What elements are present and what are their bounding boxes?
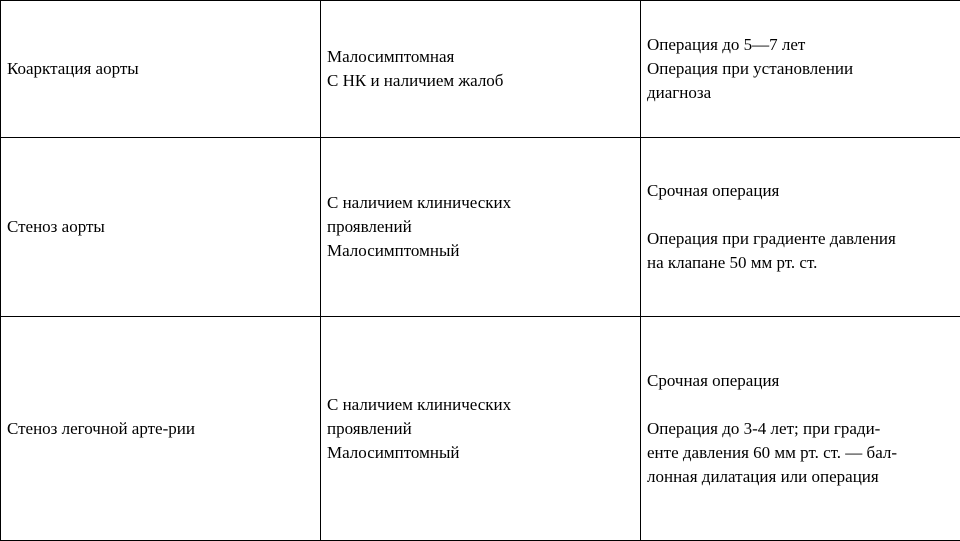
- table-row: [1, 138, 960, 317]
- treatment-line: Срочная операция: [647, 369, 955, 393]
- presentation-line: С наличием клинических: [327, 191, 634, 215]
- condition-text: Стеноз легочной арте-рии: [7, 417, 314, 441]
- condition-text: Стеноз аорты: [7, 215, 314, 239]
- presentation-cell: [321, 138, 641, 317]
- table-row: [1, 1, 960, 138]
- presentation-line: Малосимптомная: [327, 45, 634, 69]
- treatment-cell: [641, 138, 960, 317]
- treatment-line: Операция до 5—7 лет: [647, 33, 955, 57]
- presentation-cell: [321, 1, 641, 138]
- table-row: [1, 317, 960, 541]
- presentation-line: проявлений: [327, 417, 634, 441]
- treatment-line: Операция при градиенте давления: [647, 227, 955, 251]
- condition-cell: [1, 138, 321, 317]
- presentation-line: проявлений: [327, 215, 634, 239]
- treatment-line: на клапане 50 мм рт. ст.: [647, 251, 955, 275]
- presentation-line: Малосимптомный: [327, 441, 634, 465]
- treatment-cell: [641, 317, 960, 541]
- paragraph-gap: [647, 393, 955, 417]
- presentation-cell: [321, 317, 641, 541]
- treatment-line: енте давления 60 мм рт. ст. — бал-: [647, 441, 955, 465]
- presentation-line: С НК и наличием жалоб: [327, 69, 634, 93]
- condition-cell: [1, 317, 321, 541]
- condition-cell: [1, 1, 321, 138]
- treatment-line: Операция до 3-4 лет; при гради-: [647, 417, 955, 441]
- paragraph-gap: [647, 203, 955, 227]
- presentation-line: Малосимптомный: [327, 239, 634, 263]
- treatment-line: Срочная операция: [647, 179, 955, 203]
- presentation-line: С наличием клинических: [327, 393, 634, 417]
- treatment-line: диагноза: [647, 81, 955, 105]
- treatment-line: лонная дилатация или операция: [647, 465, 955, 489]
- treatment-cell: [641, 1, 960, 138]
- treatment-line: Операция при установлении: [647, 57, 955, 81]
- condition-text: Коарктация аорты: [7, 57, 314, 81]
